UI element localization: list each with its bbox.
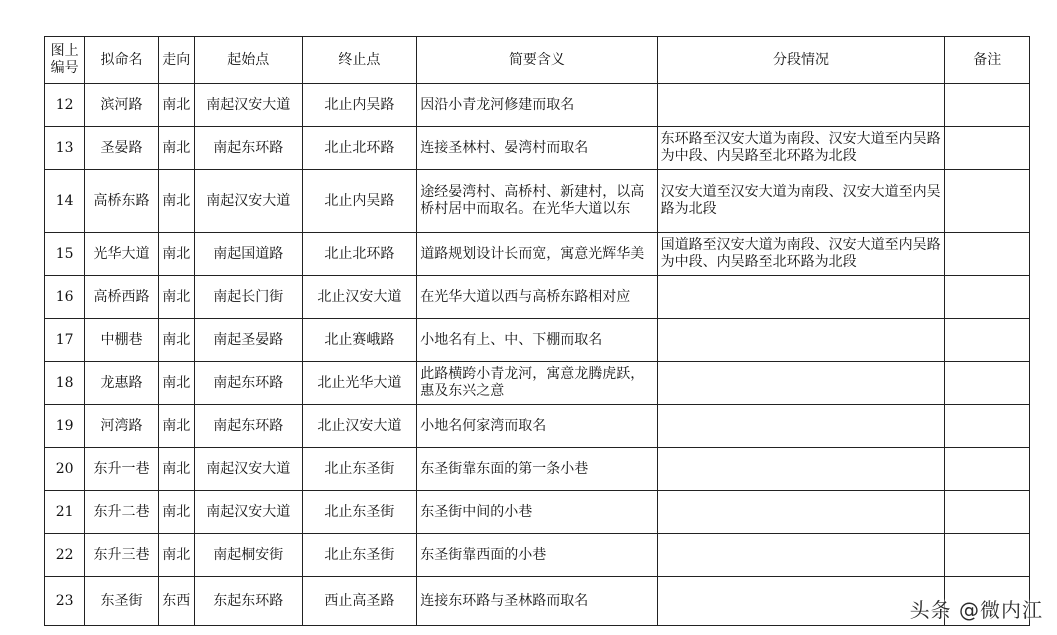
cell-start: 东起东环路 (194, 577, 302, 626)
cell-start: 南起汉安大道 (194, 170, 302, 233)
cell-direction: 南北 (158, 448, 194, 491)
cell-meaning: 东圣街中间的小巷 (417, 491, 657, 534)
cell-start: 南起桐安街 (194, 534, 302, 577)
cell-direction: 南北 (158, 491, 194, 534)
street-naming-table (44, 36, 1030, 626)
cell-direction: 东西 (158, 577, 194, 626)
cell-start: 南起汉安大道 (194, 84, 302, 127)
cell-name: 高桥西路 (85, 276, 158, 319)
cell-start: 南起汉安大道 (194, 448, 302, 491)
cell-note (945, 448, 1030, 491)
cell-meaning: 连接圣林村、晏湾村而取名 (417, 127, 657, 170)
cell-name: 圣晏路 (85, 127, 158, 170)
cell-meaning: 连接东环路与圣林路而取名 (417, 577, 657, 626)
cell-name: 滨河路 (85, 84, 158, 127)
table-row (45, 127, 1030, 170)
cell-number: 15 (45, 233, 85, 276)
cell-name: 东升三巷 (85, 534, 158, 577)
cell-number: 16 (45, 276, 85, 319)
cell-meaning: 途经晏湾村、高桥村、新建村，以高桥村居中而取名。在光华大道以东 (417, 170, 657, 233)
cell-direction: 南北 (158, 127, 194, 170)
cell-meaning: 东圣街靠东面的第一条小巷 (417, 448, 657, 491)
cell-end: 西止高圣路 (302, 577, 417, 626)
col-header-segment: 分段情况 (657, 37, 945, 84)
cell-end: 北止北环路 (302, 233, 417, 276)
cell-segment (657, 577, 945, 626)
col-header-meaning: 简要含义 (417, 37, 657, 84)
col-header-name: 拟命名 (85, 37, 158, 84)
cell-segment (657, 276, 945, 319)
cell-start: 南起东环路 (194, 127, 302, 170)
cell-direction: 南北 (158, 534, 194, 577)
cell-meaning: 在光华大道以西与高桥东路相对应 (417, 276, 657, 319)
cell-note (945, 170, 1030, 233)
cell-segment (657, 319, 945, 362)
cell-name: 东圣街 (85, 577, 158, 626)
cell-name: 河湾路 (85, 405, 158, 448)
cell-end: 北止东圣街 (302, 534, 417, 577)
cell-segment: 国道路至汉安大道为南段、汉安大道至内吴路为中段、内吴路至北环路为北段 (657, 233, 945, 276)
cell-number: 13 (45, 127, 85, 170)
table-row (45, 405, 1030, 448)
cell-number: 19 (45, 405, 85, 448)
table-row (45, 319, 1030, 362)
cell-end: 北止东圣街 (302, 448, 417, 491)
cell-direction: 南北 (158, 276, 194, 319)
col-header-direction: 走向 (158, 37, 194, 84)
cell-segment (657, 448, 945, 491)
cell-number: 20 (45, 448, 85, 491)
cell-name: 中棚巷 (85, 319, 158, 362)
cell-number: 14 (45, 170, 85, 233)
cell-segment (657, 534, 945, 577)
cell-segment: 汉安大道至汉安大道为南段、汉安大道至内吴路为北段 (657, 170, 945, 233)
col-header-note: 备注 (945, 37, 1030, 84)
table-row (45, 362, 1030, 405)
cell-start: 南起圣晏路 (194, 319, 302, 362)
cell-number: 17 (45, 319, 85, 362)
cell-direction: 南北 (158, 319, 194, 362)
cell-end: 北止光华大道 (302, 362, 417, 405)
cell-segment: 东环路至汉安大道为南段、汉安大道至内吴路为中段、内吴路至北环路为北段 (657, 127, 945, 170)
col-header-end: 终止点 (302, 37, 417, 84)
cell-note (945, 319, 1030, 362)
cell-number: 18 (45, 362, 85, 405)
cell-segment (657, 491, 945, 534)
cell-name: 高桥东路 (85, 170, 158, 233)
watermark: 头条 @微内江 (909, 598, 1043, 622)
cell-end: 北止赛峨路 (302, 319, 417, 362)
cell-number: 21 (45, 491, 85, 534)
cell-direction: 南北 (158, 170, 194, 233)
cell-start: 南起东环路 (194, 405, 302, 448)
col-header-number: 图上编号 (45, 37, 85, 84)
cell-meaning: 此路横跨小青龙河，寓意龙腾虎跃，惠及东兴之意 (417, 362, 657, 405)
cell-direction: 南北 (158, 362, 194, 405)
cell-number: 22 (45, 534, 85, 577)
table-row (45, 170, 1030, 233)
cell-note (945, 276, 1030, 319)
cell-note (945, 534, 1030, 577)
cell-number: 12 (45, 84, 85, 127)
cell-note (945, 233, 1030, 276)
cell-end: 北止汉安大道 (302, 276, 417, 319)
cell-name: 龙惠路 (85, 362, 158, 405)
cell-segment (657, 405, 945, 448)
cell-note (945, 127, 1030, 170)
cell-note (945, 491, 1030, 534)
cell-direction: 南北 (158, 84, 194, 127)
table-row (45, 491, 1030, 534)
cell-meaning: 道路规划设计长而宽，寓意光辉华美 (417, 233, 657, 276)
cell-end: 北止东圣街 (302, 491, 417, 534)
cell-meaning: 东圣街靠西面的小巷 (417, 534, 657, 577)
table-row (45, 84, 1030, 127)
cell-direction: 南北 (158, 233, 194, 276)
table-row (45, 577, 1030, 626)
table-row (45, 233, 1030, 276)
cell-end: 北止汉安大道 (302, 405, 417, 448)
cell-segment (657, 84, 945, 127)
cell-end: 北止内吴路 (302, 84, 417, 127)
cell-note (945, 405, 1030, 448)
cell-meaning: 小地名何家湾而取名 (417, 405, 657, 448)
cell-end: 北止内吴路 (302, 170, 417, 233)
cell-start: 南起国道路 (194, 233, 302, 276)
cell-direction: 南北 (158, 405, 194, 448)
cell-note (945, 362, 1030, 405)
cell-segment (657, 362, 945, 405)
cell-start: 南起长门街 (194, 276, 302, 319)
cell-meaning: 因沿小青龙河修建而取名 (417, 84, 657, 127)
cell-note (945, 84, 1030, 127)
col-header-start: 起始点 (194, 37, 302, 84)
cell-number: 23 (45, 577, 85, 626)
cell-name: 光华大道 (85, 233, 158, 276)
cell-name: 东升二巷 (85, 491, 158, 534)
header-row (45, 37, 1030, 84)
table-row (45, 534, 1030, 577)
cell-meaning: 小地名有上、中、下棚而取名 (417, 319, 657, 362)
cell-name: 东升一巷 (85, 448, 158, 491)
cell-start: 南起东环路 (194, 362, 302, 405)
cell-end: 北止北环路 (302, 127, 417, 170)
table-row (45, 276, 1030, 319)
table-row (45, 448, 1030, 491)
cell-start: 南起汉安大道 (194, 491, 302, 534)
